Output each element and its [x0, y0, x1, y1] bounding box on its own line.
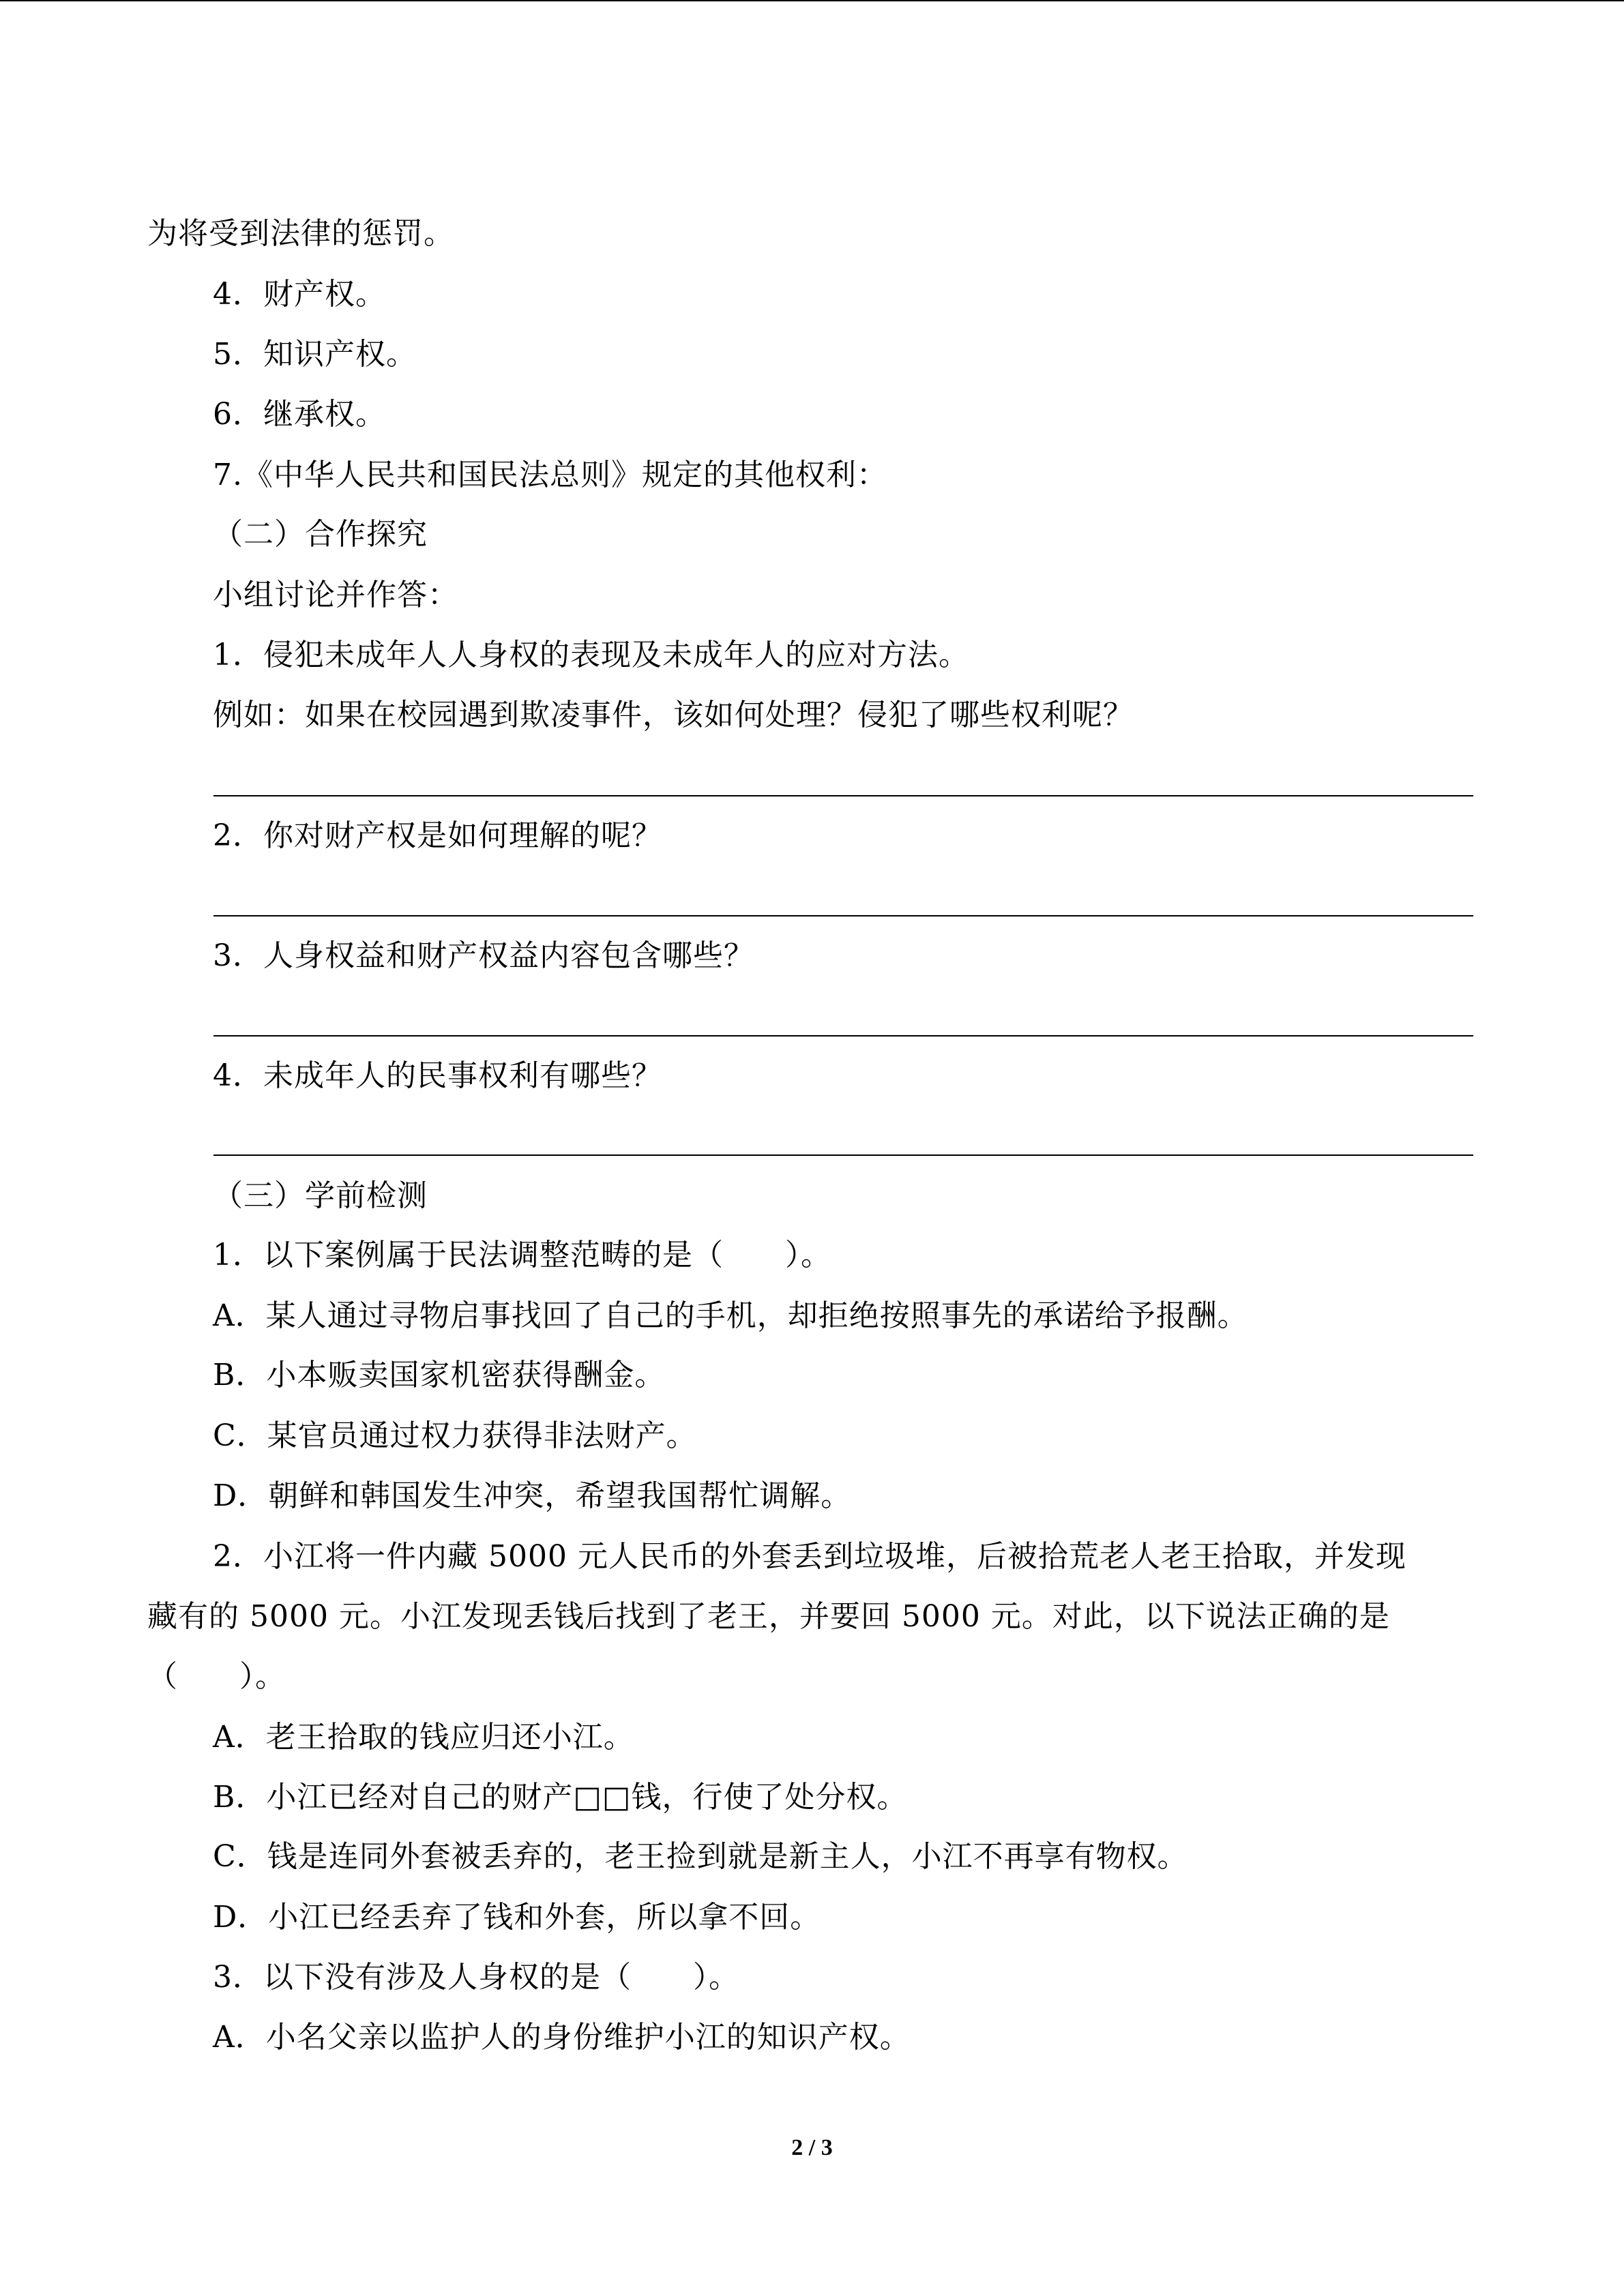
text-line: 小组讨论并作答：	[213, 578, 458, 612]
text-line: 例如：如果在校园遇到欺凌事件，该如何处理？侵犯了哪些权利呢？	[213, 698, 1134, 732]
answer-option: B．小本贩卖国家机密获得酬金。	[213, 1358, 666, 1392]
text-line: 7.《中华人民共和国民法总则》规定的其他权利：	[213, 458, 887, 492]
answer-line	[213, 915, 1473, 916]
question: 2．小江将一件内藏 5000 元人民币的外套丢到垃圾堆，后被拾荒老人老王拾取，并发现	[213, 1539, 1406, 1574]
text-line: 4．财产权。	[213, 277, 386, 312]
answer-option: C．某官员通过权力获得非法财产。	[213, 1418, 697, 1453]
question: 3．以下没有涉及人身权的是（ ）。	[213, 1960, 739, 1995]
question: 藏有的 5000 元。小江发现丢钱后找到了老王，并要回 5000 元。对此，以下说法正确的是	[147, 1599, 1390, 1634]
answer-option: B．小江已经对自己的财产□□钱，行使了处分权。	[213, 1780, 908, 1815]
section-heading: （三）学前检测	[213, 1178, 428, 1213]
answer-option: D．小江已经丢弃了钱和外套，所以拿不回。	[213, 1900, 821, 1935]
text-line: 5．知识产权。	[213, 337, 417, 372]
question: 3．人身权益和财产权益内容包含哪些？	[213, 938, 754, 973]
answer-line	[213, 1035, 1473, 1037]
question: 4．未成年人的民事权利有哪些？	[213, 1058, 662, 1093]
question: 1．以下案例属于民法调整范畴的是（ ）。	[213, 1238, 831, 1272]
answer-line	[213, 1154, 1473, 1156]
answer-option: A．小名父亲以监护人的身份维护小江的知识产权。	[213, 2020, 911, 2055]
question: 1．侵犯未成年人人身权的表现及未成年人的应对方法。	[213, 638, 969, 672]
answer-option: A．老王拾取的钱应归还小江。	[213, 1720, 634, 1755]
top-border	[0, 0, 1624, 1]
answer-line	[213, 795, 1473, 796]
section-heading: （二）合作探究	[213, 517, 428, 552]
question: 2．你对财产权是如何理解的呢？	[213, 818, 662, 853]
question: （ ）。	[147, 1659, 286, 1694]
answer-option: A．某人通过寻物启事找回了自己的手机，却拒绝按照事先的承诺给予报酬。	[213, 1298, 1248, 1333]
answer-option: D．朝鲜和韩国发生冲突，希望我国帮忙调解。	[213, 1478, 852, 1513]
text-line: 6．继承权。	[213, 397, 386, 432]
page-number: 2 / 3	[791, 2135, 833, 2160]
text-line: 为将受到法律的惩罚。	[147, 216, 454, 251]
answer-option: C．钱是连同外套被丢弃的，老王捡到就是新主人，小江不再享有物权。	[213, 1839, 1188, 1874]
